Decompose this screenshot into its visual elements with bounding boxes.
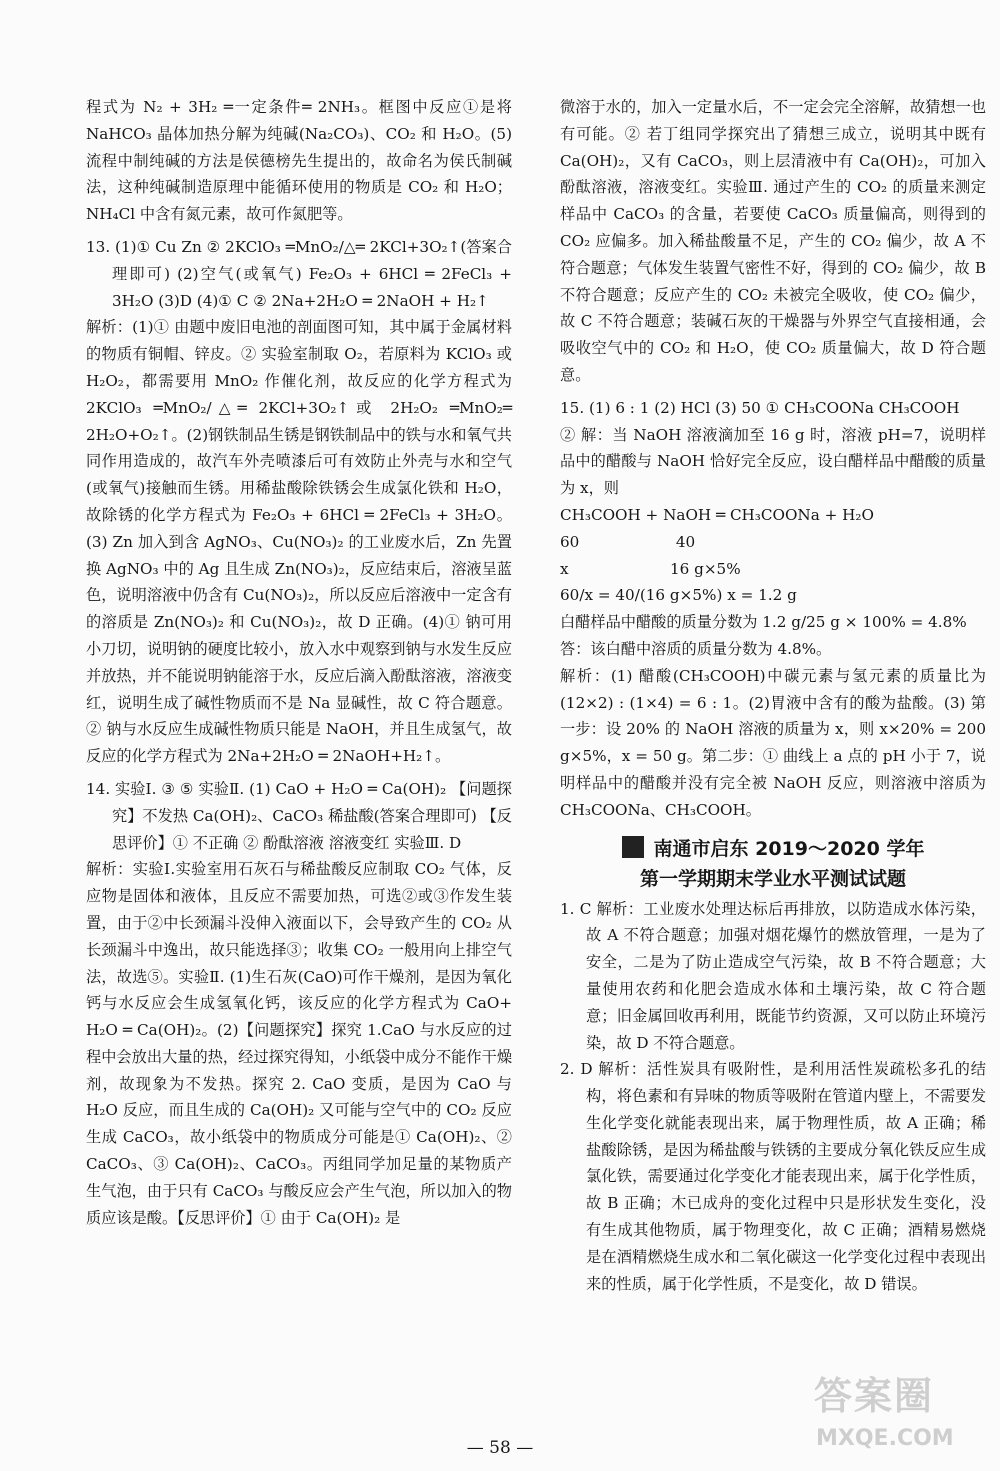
final-answer-line: 答：该白醋中溶质的质量分数为 4.8%。 [560,639,832,658]
mass-fraction-line: 白醋样品中醋酸的质量分数为 1.2 g/25 g × 100% = 4.8% [560,613,967,632]
answer-section-q2: 2. D 解析：活性炭具有吸附性，是利用活性炭疏松多孔的结构，将色素和有异味的物质等吸附在管道内壁上，不需要发生化学变化就能表现出来，属于物理性质，故 A 正确；稀盐酸除锈，是因为稀盐酸与铁锈的主要成分氧化铁反应生成氯化铁，需要通过化学变化才能表现出来，属于化学性质，故 B 正确；木已成舟的变化过程中只是形状发生变化，没有生成其他物质，属于物理变化，故 C 正确；酒精易燃烧是在酒精燃烧生成水和二氧化碳这一化学变化过程中表现出来的性质，属于化学性质，不是变化，故 D 错误。 [560,1060,986,1293]
analysis-q14: 解析：实验Ⅰ.实验室用石灰石与稀盐酸反应制取 CO₂ 气体，反应物是固体和液体，且反应不需要加热，可选②或③作发生装置，由于②中长颈漏斗没伸入液面以下，会导致产生的 CO₂ 从长颈漏斗中逸出，故只能选择③；收集 CO₂ 一般用向上排空气法，故选⑤。实验Ⅱ. (1)生石灰(CaO)可作干燥剂，是因为氧化钙与水反应会生成氢氧化钙，该反应的化学方程式为 CaO+ H₂O ═ Ca(OH)₂。(2)【问题探究】探究 1.CaO 与水反应的过程中会放出大量的热，经过探究得知，小纸袋中成分不能作干燥剂，故现象为不发热。探究 2. CaO 变质，是因为 CaO 与 H₂O 反应，而且生成的 Ca(OH)₂ 又可能与空气中的 CO₂ 反应生成 CaCO₃，故小纸袋中的物质成分可能是① Ca(OH)₂、② CaCO₃、③ Ca(OH)₂、CaCO₃。丙组同学加足量的某物质产生气泡，由于只有 CaCO₃ 与酸反应会产生气泡，所以加入的物质应该是酸。【反思评价】① 由于 Ca(OH)₂ 是 [86,860,512,1227]
paragraph-q12-end: 程式为 N₂ + 3H₂ ═一定条件═ 2NH₃。框图中反应①是将NaHCO₃ 晶体加热分解为纯碱(Na₂CO₃)、CO₂ 和 H₂O。(5)流程中制纯碱的方法是侯德榜先生提出的，故命名为侯氏制碱法，这种纯碱制造原理中能循环使用的物质是 CO₂ 和 H₂O；NH₄Cl 中含有氮元素，故可作氮肥等。 [86,98,512,224]
analysis-q14-continued: 微溶于水的，加入一定量水后，不一定会完全溶解，故猜想一也有可能。② 若丁组同学探究出了猜想三成立，说明其中既有 Ca(OH)₂，又有 CaCO₃，则上层清液中有 Ca(OH)₂，可加入酚酞溶液，溶液变红。实验Ⅲ. 通过产生的 CO₂ 的质量来测定样品中 CaCO₃ 的含量，若要使 CaCO₃ 质量偏高，则得到的 CO₂ 应偏多。加入稀盐酸量不足，产生的 CO₂ 偏少，故 A 不符合题意；气体发生装置气密性不好，得到的 CO₂ 偏少，故 B 不符合题意；反应产生的 CO₂ 未被完全吸收，使 CO₂ 偏少，故 C 不符合题意；装碱石灰的干燥器与外界空气直接相通，会吸收空气中的 CO₂ 和 H₂O，使 CO₂ 质量偏大，故 D 符合题意。 [560,98,986,384]
answer-q14: 14. 实验Ⅰ. ③ ⑤ 实验Ⅱ. (1) CaO + H₂O ═ Ca(OH)₂ 【问题探究】不发热 Ca(OH)₂、CaCO₃ 稀盐酸(答案合理即可) 【反思评价】① 不正确 ② 酚酞溶液 溶液变红 实验Ⅲ. D [86,779,512,852]
analysis-q13: 解析：(1)① 由题中废旧电池的剖面图可知，其中属于金属材料的物质有铜帽、锌皮。② 实验室制取 O₂，若原料为 KClO₃ 或 H₂O₂，都需要用 MnO₂ 作催化剂，故反应的化学方程式为 2KClO₃ ═MnO₂/△═ 2KCl+3O₂↑或 2H₂O₂ ═MnO₂═ 2H₂O+O₂↑。(2)钢铁制品生锈是钢铁制品中的铁与水和氧气共同作用造成的，故汽车外壳喷漆后可有效防止外壳与水和空气(或氧气)接触而生锈。用稀盐酸除铁锈会生成氯化铁和 H₂O，故除锈的化学方程式为 Fe₂O₃ + 6HCl ═ 2FeCl₃ + 3H₂O。(3) Zn 加入到含 AgNO₃、Cu(NO₃)₂ 的工业废水后，Zn 先置换 AgNO₃ 中的 Ag 且生成 Zn(NO₃)₂，反应结束后，溶液呈蓝色，说明溶液中仍含有 Cu(NO₃)₂，所以反应后溶液中一定含有的溶质是 Zn(NO₃)₂ 和 Cu(NO₃)₂，故 D 正确。(4)① 钠可用小刀切，说明钠的硬度比较小，放入水中观察到钠与水发生反应并放热，并不能说明钠能溶于水，反应后滴入酚酞溶液，溶液变红，说明生成了碱性物质而不是 Na 显碱性，故 C 符合题意。② 钠与水反应生成碱性物质只能是 NaOH，并且生成氢气，故反应的化学方程式为 2Na+2H₂O ═ 2NaOH+H₂↑。 [86,318,512,766]
section-title [560,834,986,894]
answer-q13: 13. (1)① Cu Zn ② 2KClO₃ ═MnO₂/△═ 2KCl+3O₂↑(答案合理即可) (2)空气(或氧气) Fe₂O₃ + 6HCl ═ 2FeCl₃ + 3H₂O (3)D (4)① C ② 2Na+2H₂O ═ 2NaOH + H₂↑ [86,237,512,310]
proportion-line: 60/x = 40/(16 g×5%) x = 1.2 g [560,586,797,605]
left-column [86,94,512,1231]
watermark-url: MXQE.COM [816,1426,954,1451]
equation-line: CH₃COOH + NaOH ═ CH₃COONa + H₂O [560,505,874,524]
watermark-text: 答案圈 [814,1374,935,1418]
section-title-text1: 南通市启东 2019～2020 学年 [653,837,925,860]
equation-ratio-line: 60 40 [560,532,696,551]
section-title-line2: 第一学期期末学业水平测试试题 [639,867,906,890]
answer-section-q1: 1. C 解析：工业废水处理达标后再排放，以防造成水体污染，故 A 不符合题意；加强对烟花爆竹的燃放管理，一是为了安全，二是为了防止造成空气污染，故 B 不符合题意；大量使用农药和化肥会造成水体和土壤污染，故 C 符合题意；旧金属回收再利用，既能节约资源，又可以防止环境污染，故 D 不符合题意。 [560,899,986,1052]
section-marker-icon [622,836,644,858]
equation-values-line: x 16 g×5% [560,559,741,578]
section-title-line1 [560,834,986,864]
answer-q15: 15. (1) 6 : 1 (2) HCl (3) 50 ① CH₃COONa CH₃COOH [560,398,960,417]
page-number: — 58 — [466,1438,534,1458]
solution-q15-intro: ② 解：当 NaOH 溶液滴加至 16 g 时，溶液 pH=7，说明样品中的醋酸与 NaOH 恰好完全反应，设白醋样品中醋酸的质量为 x，则 [560,425,986,498]
analysis-q15: 解析：(1) 醋酸(CH₃COOH)中碳元素与氢元素的质量比为(12×2) : (1×4) = 6 : 1。(2)胃液中含有的酸为盐酸。(3) 第一步：设 20% 的 NaOH 溶液的质量为 x，则 x×20% = 200 g×5%，x = 50 g。第二步：① 曲线上 a 点的 pH 小于 7，说明样品中的醋酸并没有完全被 NaOH 反应，则溶液中溶质为 CH₃COONa、CH₃COOH。 [560,666,986,819]
watermark-logo [814,1365,954,1451]
right-column [560,94,986,1297]
